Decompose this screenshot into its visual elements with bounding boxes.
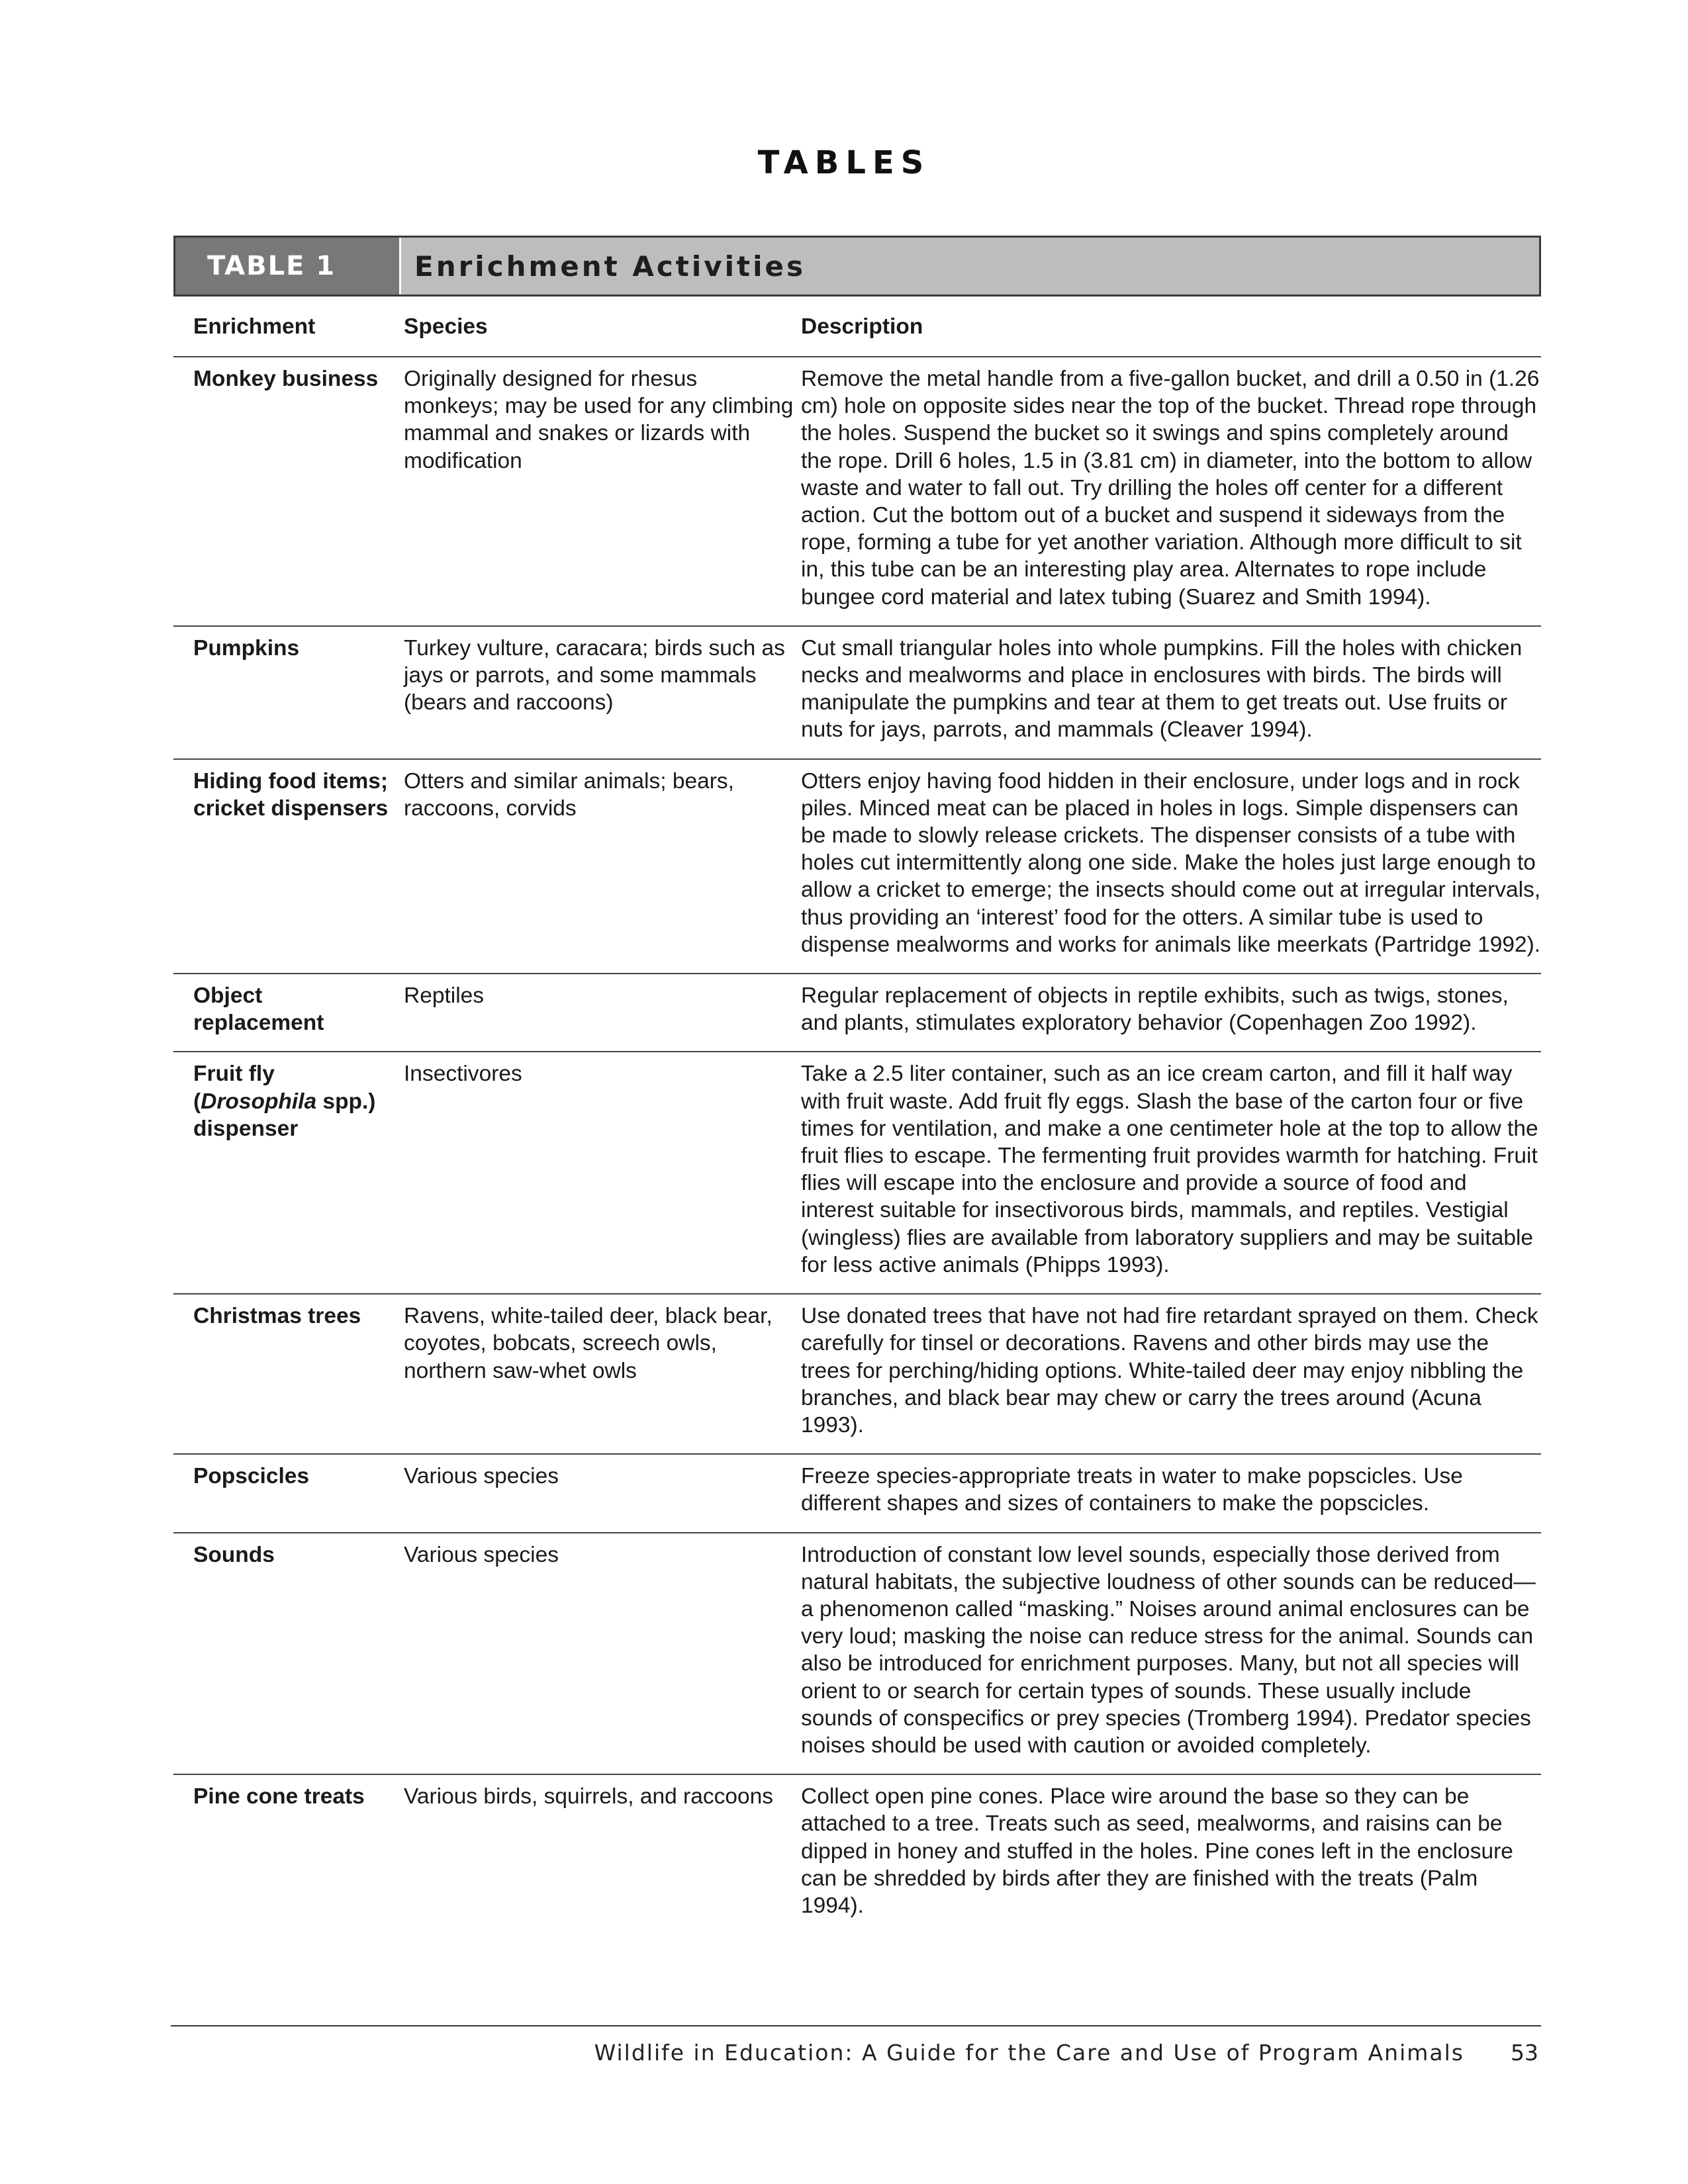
species-cell: Various species: [397, 1533, 794, 1775]
description-cell: Otters enjoy having food hidden in their enclosure, under logs and in rock piles. Minced meat can be placed in holes in logs. Simple dispensers can be made to slowly release crickets. The dispenser consists of a tube with holes cut intermittently along one side. Make the holes just large enough to allow a cricket to emerge; the insects should come out at irregular intervals, thus providing an ‘interest’ food for the otters. A similar tube is used to dispense mealworms and works for animals like meerkats (Partridge 1992).: [794, 759, 1541, 974]
table-row: [173, 357, 1541, 626]
species-cell: Turkey vulture, caracara; birds such as jays or parrots, and some mammals (bears and raccoons): [397, 626, 794, 759]
page-heading: TABLES: [757, 144, 931, 181]
header-description: Description: [794, 298, 1541, 357]
table-row: [173, 1454, 1541, 1532]
enrichment-cell: Pumpkins: [173, 626, 397, 759]
enrichment-text-before: Fruit fly (: [193, 1062, 275, 1114]
description-cell: Take a 2.5 liter container, such as an ice cream carton, and fill it half way with fruit waste. Add fruit fly eggs. Slash the base of the carton four or five times for ventilation, and make a one centimeter hole at the top to allow the fruit flies to escape. The fermenting fruit provides warmth for hatching. Fruit flies will escape into the enclosure and provide a source of food and interest suitable for insectivorous birds, mammals, and reptiles. Vestigial (wingless) flies are available from laboratory suppliers and may be suitable for less active animals (Phipps 1993).: [794, 1052, 1541, 1294]
species-cell: Reptiles: [397, 974, 794, 1052]
enrichment-cell: Popscicles: [173, 1454, 397, 1532]
footer-divider: [171, 2025, 1541, 2026]
footer-book-title: Wildlife in Education: A Guide for the Care and Use of Program Animals: [594, 2040, 1464, 2066]
table-title: Enrichment Activities: [399, 238, 1539, 295]
header-enrichment: Enrichment: [173, 298, 397, 357]
species-cell: Insectivores: [397, 1052, 794, 1294]
description-cell: Freeze species-appropriate treats in water to make popscicles. Use different shapes and sizes of containers to make the popscicles.: [794, 1454, 1541, 1532]
enrichment-cell: Object replacement: [173, 974, 397, 1052]
table-row: [173, 1294, 1541, 1454]
description-cell: Use donated trees that have not had fire retardant sprayed on them. Check carefully for tinsel or decorations. Ravens and other birds may use the trees for perching/hiding options. White-tailed deer may enjoy nibbling the branches, and black bear may chew or carry the trees around (Acuna 1993).: [794, 1294, 1541, 1454]
description-cell: Remove the metal handle from a five-gallon bucket, and drill a 0.50 in (1.26 cm) hole on opposite sides near the top of the bucket. Thread rope through the holes. Suspend the bucket so it swings and spins completely around the rope. Drill 6 holes, 1.5 in (3.81 cm) in diameter, into the bottom to allow waste and water to fall out. Try drilling the holes off center for a different action. Cut the bottom out of a bucket and suspend it sideways from the rope, forming a tube for yet another variation. Although more difficult to sit in, this tube can be an interesting play area. Alternates to rope include bungee cord material and latex tubing (Suarez and Smith 1994).: [794, 357, 1541, 626]
species-cell: Otters and similar animals; bears, raccoons, corvids: [397, 759, 794, 974]
enrichment-cell: Sounds: [173, 1533, 397, 1775]
species-cell: Various species: [397, 1454, 794, 1532]
table-banner: [173, 236, 1541, 296]
species-cell: Originally designed for rhesus monkeys; may be used for any climbing mammal and snakes or lizards with modification: [397, 357, 794, 626]
enrichment-cell: [173, 1052, 397, 1294]
table-row: [173, 974, 1541, 1052]
description-cell: Cut small triangular holes into whole pumpkins. Fill the holes with chicken necks and mealworms and place in enclosures with birds. The birds will manipulate the pumpkins and tear at them to get treats out. Use fruits or nuts for jays, parrots, and mammals (Cleaver 1994).: [794, 626, 1541, 759]
table-header-row: [173, 298, 1541, 357]
table-row: [173, 759, 1541, 974]
table-row: [173, 1533, 1541, 1775]
enrichment-genus-italic: Drosophila: [201, 1089, 317, 1114]
enrichment-cell: Pine cone treats: [193, 1784, 365, 1809]
species-cell: Ravens, white-tailed deer, black bear, coyotes, bobcats, screech owls, northern saw-whet owls: [397, 1294, 794, 1454]
description-cell: Introduction of constant low level sounds, especially those derived from natural habitats, the subjective loudness of other sounds can be reduced—a phenomenon called “masking.” Noises around animal enclosures can be very loud; masking the noise can reduce stress for the animal. Sounds can also be introduced for enrichment purposes. Many, but not all species will orient to or search for certain types of sounds. These usually include sounds of conspecifics or prey species (Tromberg 1994). Predator species noises should be used with caution or avoided completely.: [794, 1533, 1541, 1775]
table-row: [173, 1774, 1541, 1934]
enrichment-cell: Monkey business: [173, 357, 397, 626]
description-cell: Regular replacement of objects in reptile exhibits, such as twigs, stones, and plants, stimulates exploratory behavior (Copenhagen Zoo 1992).: [794, 974, 1541, 1052]
header-species: Species: [397, 298, 794, 357]
enrichment-text-after: spp.) dispenser: [193, 1089, 376, 1141]
species-cell: Various birds, squirrels, and raccoons: [404, 1784, 773, 1809]
table-row: [173, 1052, 1541, 1294]
enrichment-table: [173, 298, 1541, 1934]
enrichment-cell: Christmas trees: [173, 1294, 397, 1454]
enrichment-cell: Hiding food items; cricket dispensers: [173, 759, 397, 974]
table-number-label: TABLE 1: [175, 238, 399, 295]
page-number: 53: [1511, 2040, 1538, 2066]
table-row: [173, 626, 1541, 759]
description-cell: Collect open pine cones. Place wire around the base so they can be attached to a tree. Treats such as seed, mealworms, and raisins can be dipped in honey and stuffed in the holes. Pine cones left in the enclosure can be shredded by birds after they are finished with the treats (Palm 1994).: [801, 1784, 1513, 1918]
